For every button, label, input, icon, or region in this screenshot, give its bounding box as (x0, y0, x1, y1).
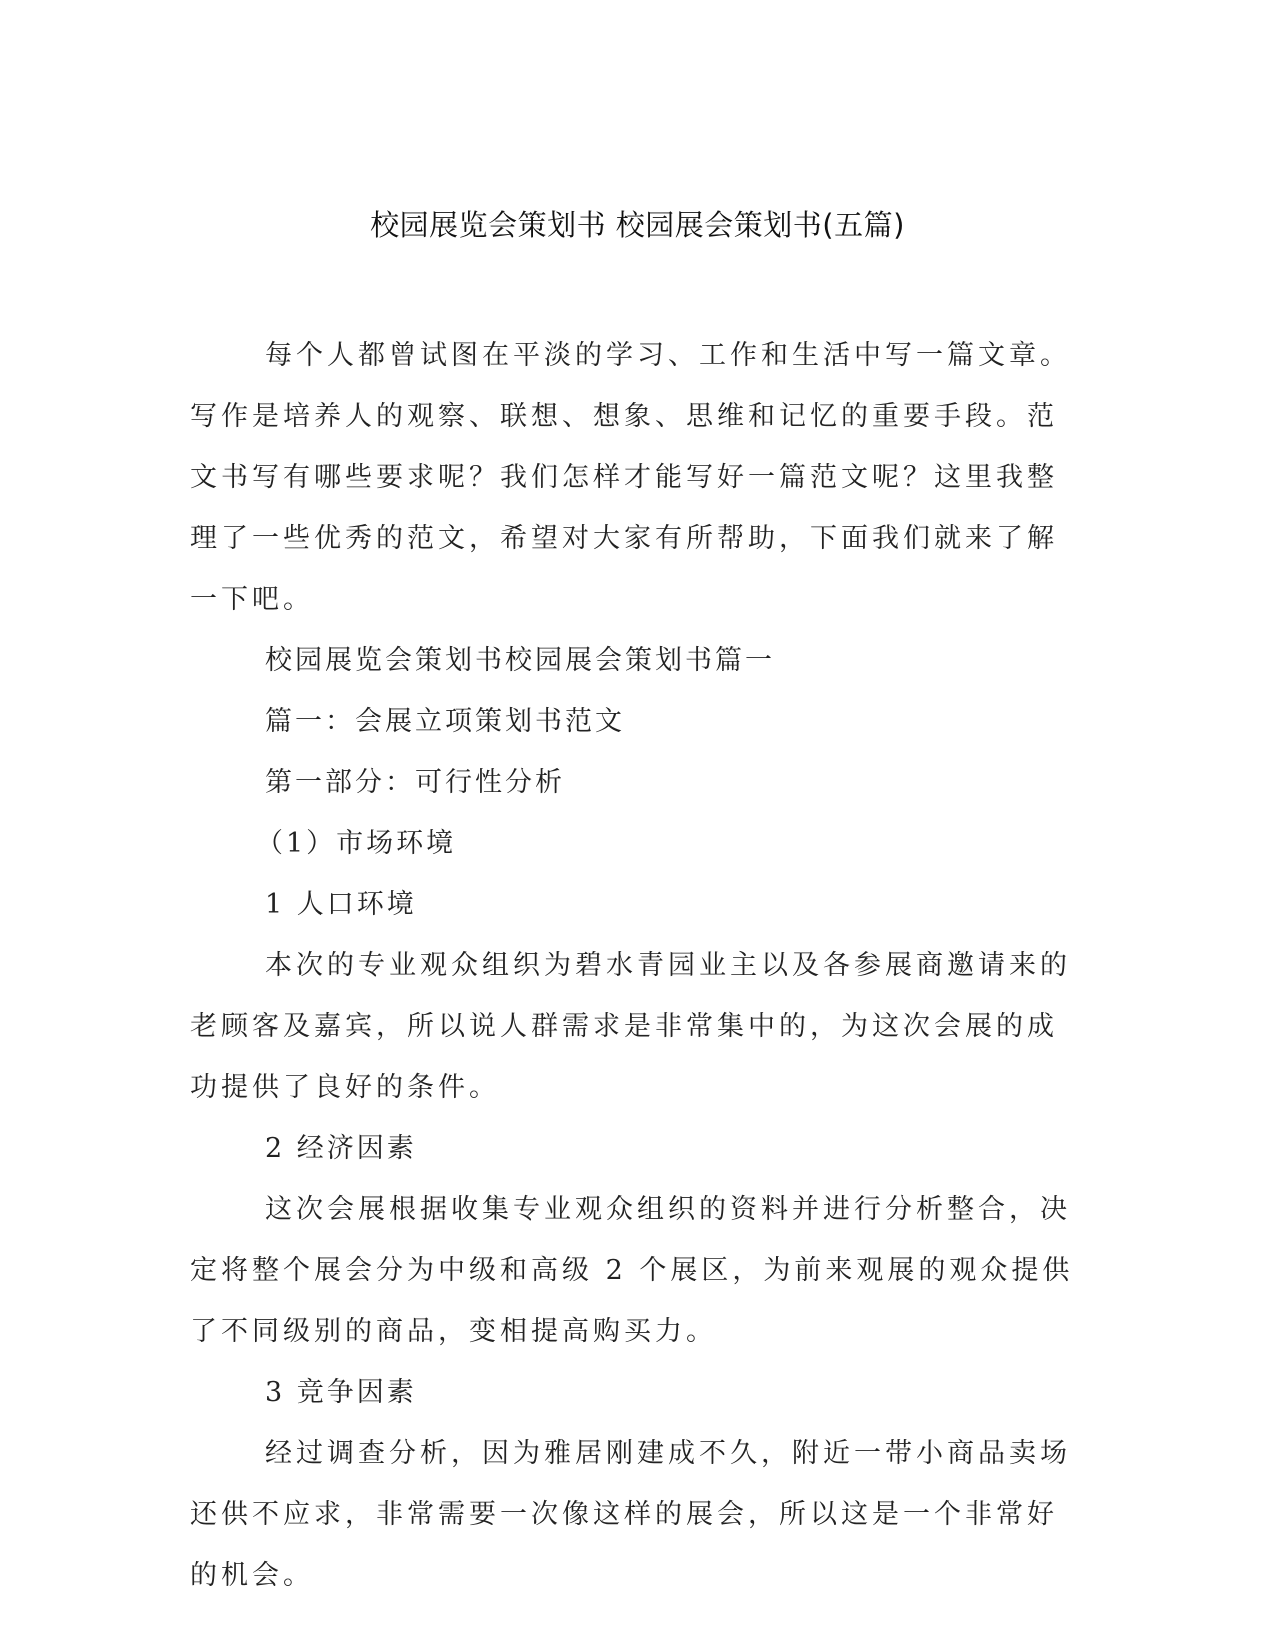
chapter-heading: 篇一：会展立项策划书范文 (265, 706, 625, 737)
item-heading: 1 人口环境 (265, 889, 417, 920)
subsection-heading: （1）市场环境 (256, 828, 457, 859)
body-paragraph: 本次的专业观众组织为碧水青园业主以及各参展商邀请来的老顾客及嘉宾，所以说人群需求是非常集中的，为这次会展的成功提供了良好的条件。 (190, 950, 1071, 1103)
section-heading: 校园展览会策划书校园展会策划书篇一 (265, 645, 775, 676)
part-heading: 第一部分：可行性分析 (265, 767, 565, 798)
intro-paragraph: 每个人都曾试图在平淡的学习、工作和生活中写一篇文章。写作是培养人的观察、联想、想象、思维和记忆的重要手段。范文书写有哪些要求呢？我们怎样才能写好一篇范文呢？这里我整理了一些优秀的范文，希望对大家有所帮助，下面我们就来了解一下吧。 (190, 340, 1071, 615)
document-title: 校园展览会策划书 校园展会策划书(五篇) (370, 208, 905, 242)
item-heading: 2 经济因素 (265, 1133, 417, 1164)
document-body (190, 325, 1080, 1606)
item-heading: 3 竞争因素 (265, 1377, 417, 1408)
body-paragraph: 经过调查分析，因为雅居刚建成不久，附近一带小商品卖场还供不应求，非常需要一次像这样的展会，所以这是一个非常好的机会。 (190, 1438, 1071, 1591)
body-paragraph: 这次会展根据收集专业观众组织的资料并进行分析整合，决定将整个展会分为中级和高级 2 个展区，为前来观展的观众提供了不同级别的商品，变相提高购买力。 (190, 1194, 1074, 1347)
